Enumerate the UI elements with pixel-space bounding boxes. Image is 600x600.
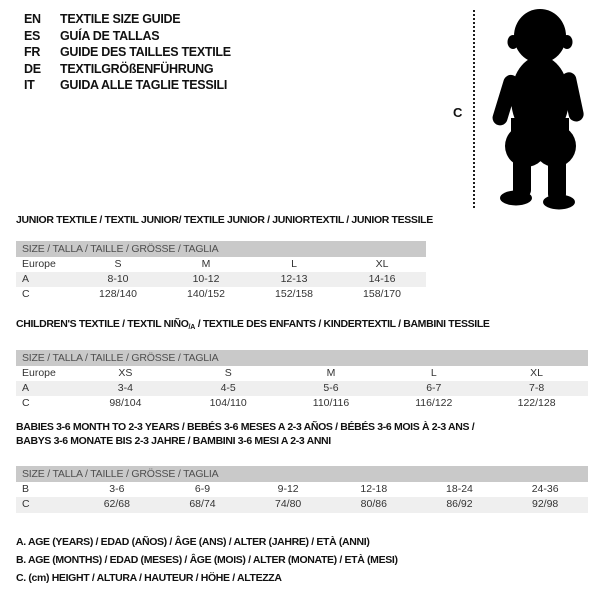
language-row <box>24 61 231 78</box>
table-row <box>16 482 588 497</box>
language-label: TEXTILE SIZE GUIDE <box>60 12 181 26</box>
size-cell: 18-24 <box>446 483 473 495</box>
table-row <box>16 381 588 396</box>
language-label: GUÍA DE TALLAS <box>60 28 160 43</box>
size-header-row <box>16 350 588 366</box>
table-row <box>16 257 426 272</box>
size-cell: 68/74 <box>189 498 216 511</box>
size-cell: 10-12 <box>192 272 220 285</box>
language-code: EN <box>24 12 41 26</box>
language-row <box>24 11 231 28</box>
table-row <box>16 497 588 512</box>
size-cell: 86/92 <box>446 498 473 511</box>
size-header-cell: SIZE / TALLA / TAILLE / GRÖSSE / TAGLIA <box>16 350 588 366</box>
row-label: Europe <box>22 257 56 270</box>
language-label: GUIDA ALLE TAGLIE TESSILI <box>60 78 228 93</box>
language-row <box>24 28 231 45</box>
size-cell: 3-4 <box>117 381 133 394</box>
section-title-babies <box>16 421 588 448</box>
junior-textile-section <box>16 214 433 303</box>
row-label: B <box>22 483 30 495</box>
size-cell: 12-18 <box>360 483 388 495</box>
size-cell: 152/158 <box>275 288 313 301</box>
size-cell: 5-6 <box>323 381 339 394</box>
section-title-children: CHILDREN'S TEXTILE / TEXTIL $NIÑO_{/A}$ / TEXTILE DES ENFANTS / KINDERTEXTIL / BAMBINI TESSILE <box>16 318 490 331</box>
table-row <box>16 396 588 411</box>
language-code: ES <box>24 28 41 43</box>
language-code: DE <box>24 61 41 76</box>
size-table-children <box>16 350 588 412</box>
babies-textile-section <box>16 421 588 513</box>
language-label: TEXTILGRÖßENFÜHRUNG <box>60 61 214 76</box>
language-label: GUIDE DES TAILLES TEXTILE <box>60 45 231 60</box>
size-header-cell: SIZE / TALLA / TAILLE / GRÖSSE / TAGLIA <box>16 241 426 257</box>
children-textile-section <box>16 318 588 412</box>
height-measure-figure <box>450 6 598 212</box>
size-cell: L <box>291 257 297 270</box>
height-measure-label: C <box>453 105 463 120</box>
size-cell: XS <box>118 366 133 379</box>
language-list <box>24 11 231 94</box>
size-cell: 12-13 <box>280 272 308 285</box>
size-cell: L <box>430 366 437 379</box>
table-row <box>16 366 588 381</box>
size-cell: 98/104 <box>109 397 142 410</box>
row-label: Europe <box>22 366 56 379</box>
size-table-junior <box>16 241 426 303</box>
size-cell: XL <box>375 257 389 270</box>
row-label: A <box>22 381 30 394</box>
size-cell: 92/98 <box>532 498 559 511</box>
language-row <box>24 44 231 61</box>
section-title-junior: JUNIOR TEXTILE / TEXTIL JUNIOR/ TEXTILE JUNIOR / JUNIORTEXTIL / JUNIOR TESSILE <box>16 214 433 226</box>
language-code: IT <box>24 78 35 93</box>
legend-line-b: B. AGE (MONTHS) / EDAD (MESES) / ÂGE (MOIS) / ALTER (MONATE) / ETÀ (MESI) <box>16 554 398 566</box>
size-cell: 7-8 <box>529 381 545 394</box>
size-cell: S <box>224 366 232 379</box>
size-cell: 140/152 <box>187 288 225 301</box>
size-header-cell: SIZE / TALLA / TAILLE / GRÖSSE / TAGLIA <box>16 466 588 482</box>
table-row <box>16 272 426 287</box>
dotted-measure-line <box>473 10 475 208</box>
row-label: C <box>22 498 30 511</box>
size-cell: 158/170 <box>363 288 401 301</box>
row-label: C <box>22 288 30 301</box>
title-line-1: BABIES 3-6 MONTH TO 2-3 YEARS / BEBÉS 3-6 MESES A 2-3 AÑOS / BÉBÉS 3-6 MOIS À 2-3 ANS / <box>16 421 475 433</box>
measure-legend <box>16 533 398 587</box>
size-cell: M <box>326 366 336 379</box>
size-cell: 14-16 <box>368 272 396 285</box>
size-cell: 80/86 <box>360 498 387 511</box>
size-cell: 116/122 <box>415 397 453 410</box>
row-label: C <box>22 397 30 410</box>
size-cell: M <box>201 257 211 270</box>
title-subscript: /A <box>188 324 196 331</box>
language-code: FR <box>24 45 41 60</box>
baby-silhouette-icon <box>485 8 595 210</box>
size-cell: 62/68 <box>103 498 130 511</box>
size-cell: 104/110 <box>209 397 247 410</box>
table-row <box>16 287 426 302</box>
title-line-2: BABYS 3-6 MONATE BIS 2-3 JAHRE / BAMBINI 3-6 MESI A 2-3 ANNI <box>16 434 331 447</box>
legend-line-c: C. (cm) HEIGHT / ALTURA / HAUTEUR / HÖHE / ALTEZZA <box>16 572 282 584</box>
size-header-row <box>16 241 426 257</box>
size-cell: 4-5 <box>220 381 236 394</box>
size-cell: S <box>114 257 122 270</box>
size-cell: 8-10 <box>107 272 129 285</box>
row-label: A <box>22 272 30 285</box>
size-table-babies <box>16 466 588 513</box>
size-cell: 3-6 <box>109 483 125 495</box>
size-cell: 122/128 <box>517 397 556 410</box>
legend-line-a: A. AGE (YEARS) / EDAD (AÑOS) / ÂGE (ANS) / ALTER (JAHRE) / ETÀ (ANNI) <box>16 536 370 548</box>
size-cell: 128/140 <box>99 288 137 301</box>
size-cell: XL <box>530 366 544 379</box>
size-cell: 6-9 <box>194 483 211 495</box>
size-header-row <box>16 466 588 482</box>
size-cell: 24-36 <box>531 483 559 495</box>
size-cell: 6-7 <box>426 381 442 394</box>
size-cell: 110/116 <box>312 397 350 410</box>
size-cell: 9-12 <box>277 483 299 495</box>
size-cell: 74/80 <box>275 498 302 511</box>
language-row <box>24 77 231 94</box>
